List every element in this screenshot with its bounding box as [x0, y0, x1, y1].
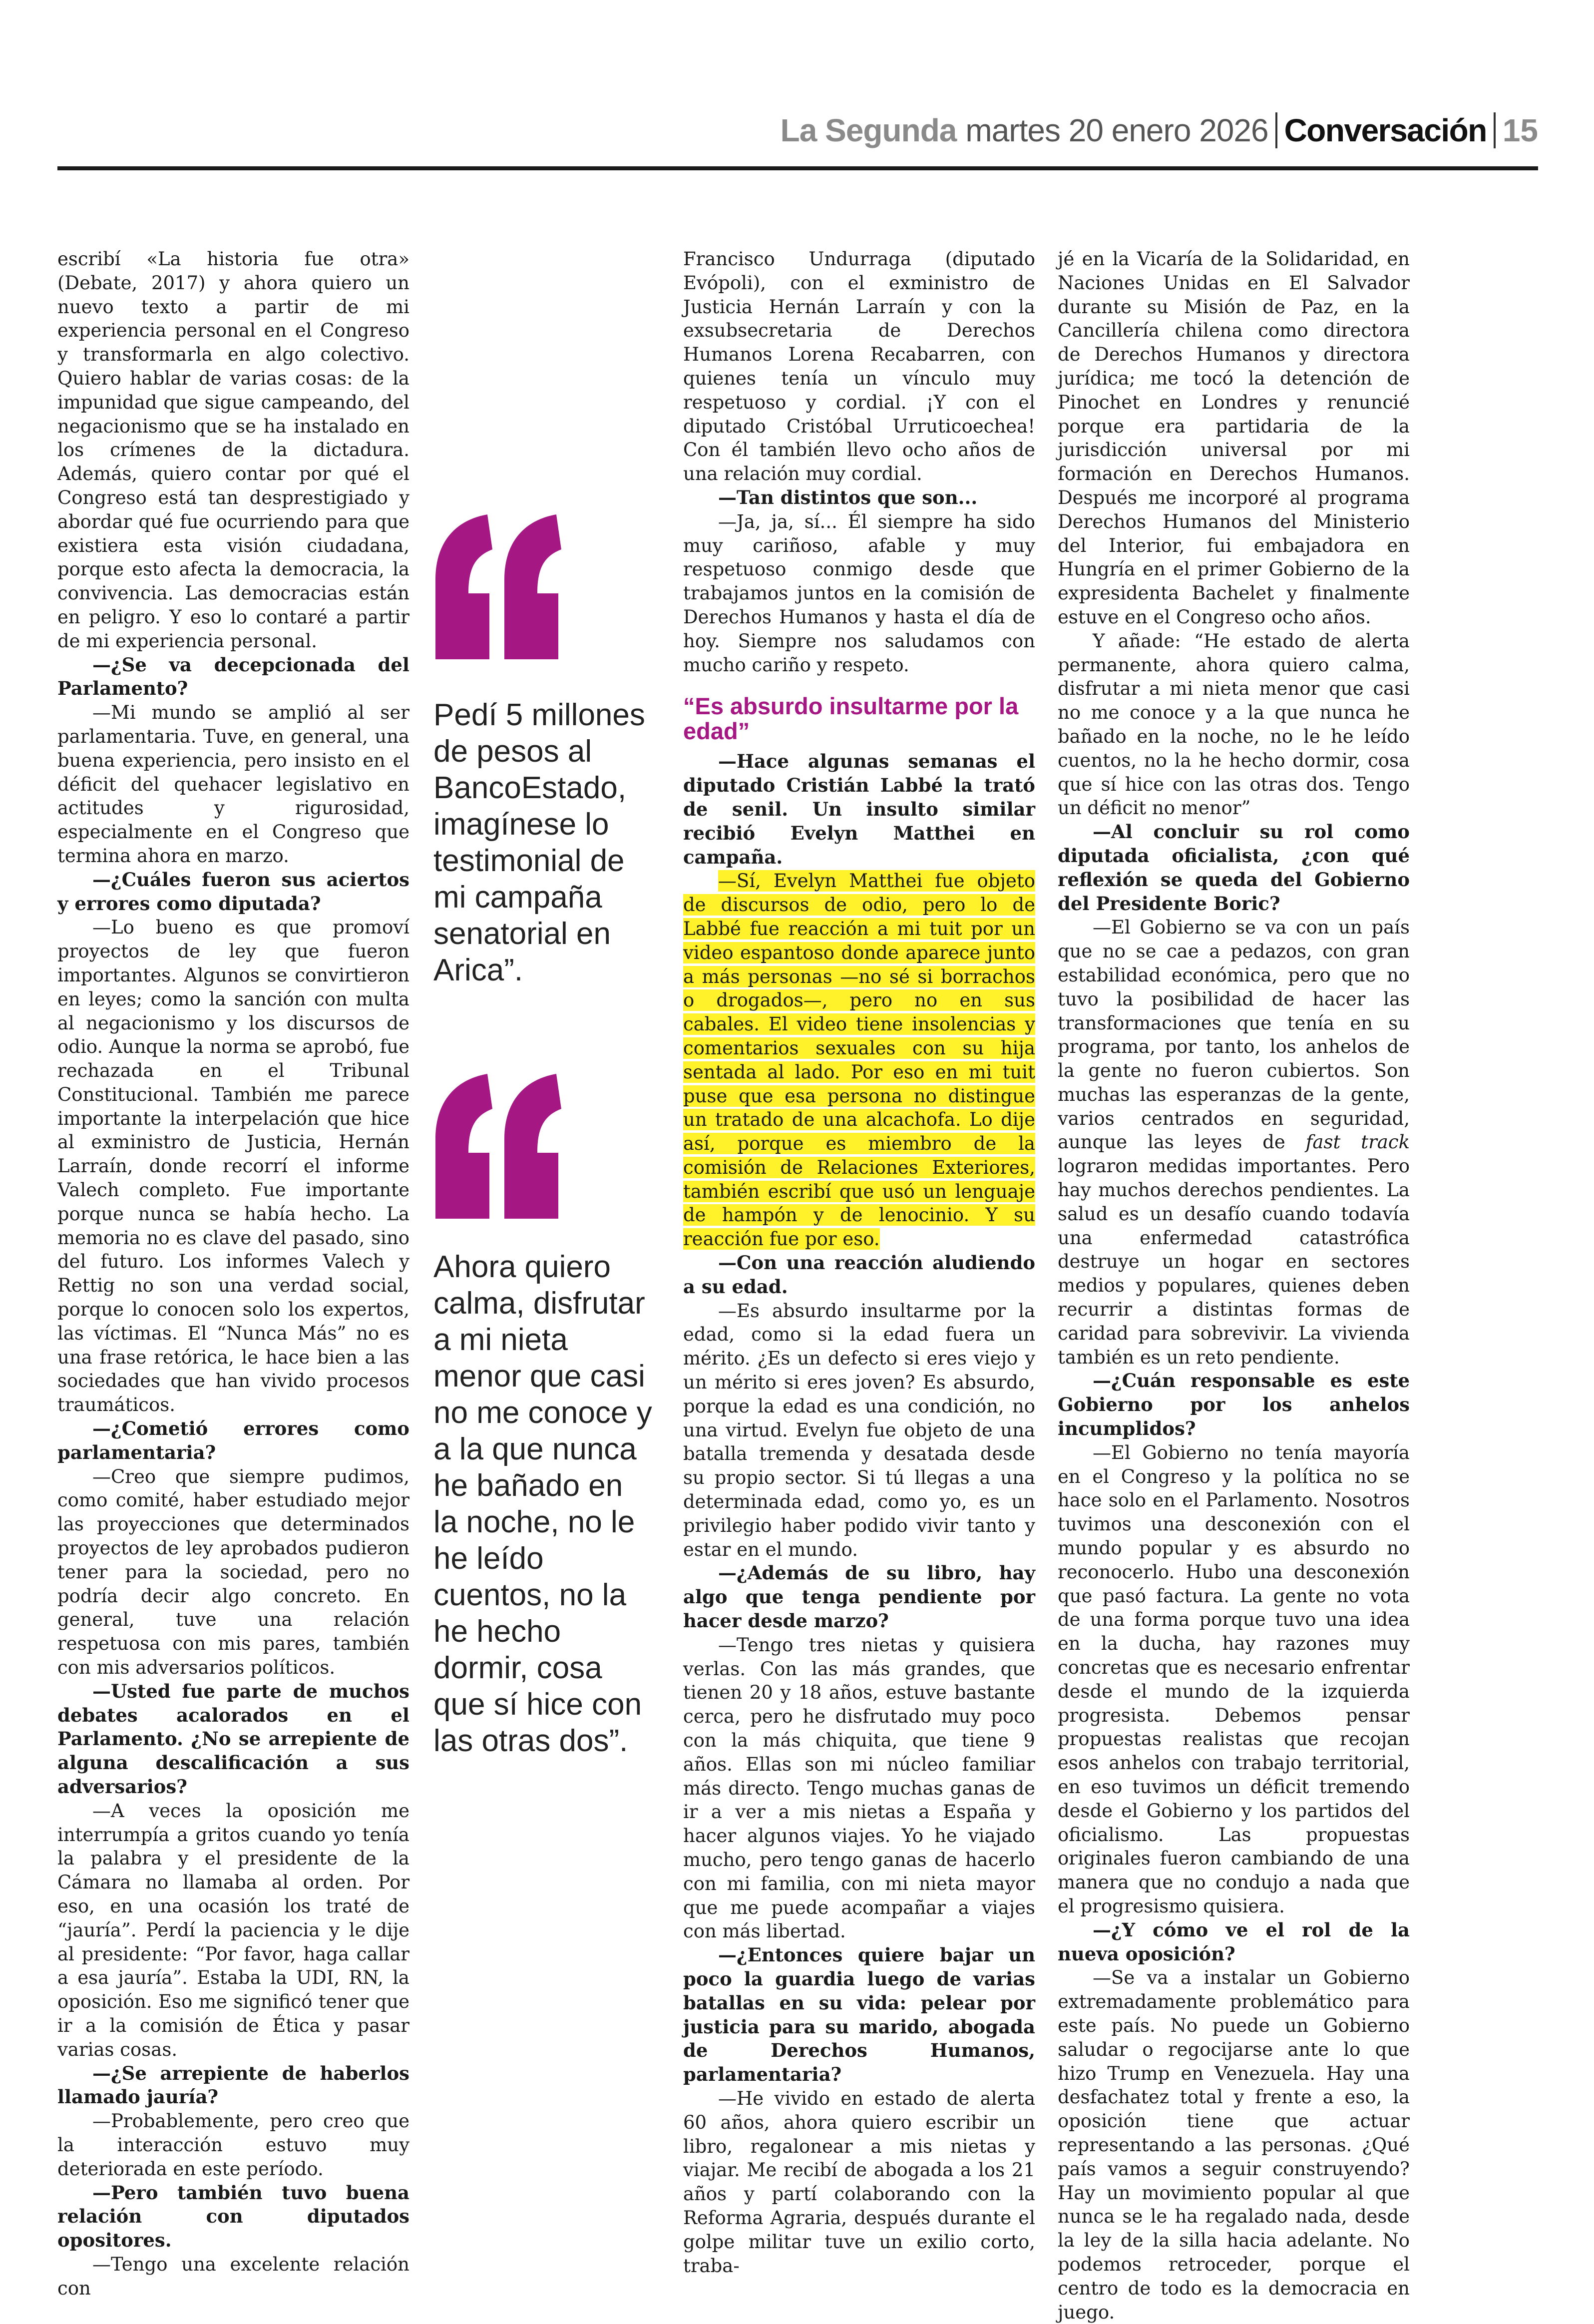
paragraph: Y añade: “He estado de alerta permanente, ahora quiero calma, disfrutar a mi nieta menor que casi no me conoce y a la que nunca he bañado en la noche, no le he leído cuentos, no la he hecho dormir, cosa que sí hice con las otras dos. Tengo un déficit no menor”	[1058, 630, 1410, 819]
interview-answer: —He vivido en estado de alerta 60 años, ahora quiero escribir un libro, regalonear a mis nietas y viajar. Me recibí de abogada a los 21 años y partí colaborando con la Reforma Agraria, después durante el golpe militar tuve un exilio corto, traba-	[683, 2087, 1035, 2277]
header-divider	[1494, 112, 1496, 148]
interview-answer: —Mi mundo se amplió al ser parlamentaria. Tuve, en general, una buena experiencia, pero insisto en el déficit del quehacer legislativo en actitudes y rigurosidad, especialmente en el Congreso que termina ahora en marzo.	[57, 702, 409, 867]
interview-answer: —El Gobierno no tenía mayoría en el Congreso y la política no se hace solo en el Parlamento. Nosotros tuvimos una desconexión con el mundo popular y es absurdo no reconocerlo. Hubo una desconexión que pasó factura. La gente no vota de una forma porque tuvo una idea en la ducha, hay razones muy concretas que es necesario enfrentar desde el mundo de la izquierda progresista. Debemos pensar propuestas realistas que recojan esos anhelos con trabajo territorial, en eso tuvimos un déficit tremendo desde el Gobierno y los partidos del oficialismo. Las propuestas originales fueron cambiando de una manera que no condujo a nada que el progresismo quisiera.	[1058, 1441, 1410, 1917]
answer-text: —El Gobierno se va con un país que no se cae a pedazos, con gran estabilidad económica, pero que no tuvo la posibilidad de hacer las transformaciones que tenía en su programa, por tanto, los anhelos de la gente no fueron cubiertos. Son muchas las esperanzas de la gente, varios centrados en seguridad, aunque las leyes de	[1058, 917, 1410, 1153]
interview-question: —¿Y cómo ve el rol de la nueva oposición?	[1058, 1918, 1410, 1965]
interview-answer: —Creo que siempre pudimos, como comité, haber estudiado mejor las proyecciones que determinados proyectos de ley aprobados pudieron tener para la sociedad, pero no podría decir algo concreto. En general, tuve una relación respetuosa con mis pares, también con mis adversarios políticos.	[57, 1465, 409, 1679]
interview-question: —Al concluir su rol como diputada oficialista, ¿con qué reflexión se queda del Gobierno del Presidente Boric?	[1058, 821, 1410, 915]
pull-quote-text: Pedí 5 millones de pesos al BancoEstado, imagínese lo testimonial de mi campaña senatorial en Arica”.	[433, 698, 645, 987]
publication-name: La Segunda	[780, 112, 957, 148]
paragraph: jé en la Vicaría de la Solidaridad, en Naciones Unidas en El Salvador durante su Misión de Paz, en la Cancillería chilena como directora de Derechos Humanos y directora jurídica; me tocó la detención de Pinochet en Londres y renuncié porque era partidaria de la jurisdicción universal por mi formación en Derechos Humanos. Después me incorporé al programa Derechos Humanos del Ministerio del Interior, fui embajadora en Hungría en el primer Gobierno de la expresidenta Bachelet y finalmente estuve en el Congreso ocho años.	[1058, 248, 1410, 628]
interview-question: —¿Cuáles fueron sus aciertos y errores como diputada?	[57, 868, 409, 915]
interview-answer: —Tengo una excelente relación con	[57, 2253, 409, 2299]
page-number: 15	[1502, 112, 1538, 148]
page-header	[57, 111, 1538, 150]
interview-answer: —Ja, ja, sí... Él siempre ha sido muy cariñoso, afable y muy respetuoso conmigo desde que trabajamos juntos en la comisión de Derechos Humanos y hasta el día de hoy. Siempre nos saludamos con mucho cariño y respeto.	[683, 510, 1035, 676]
highlight-dash: —	[718, 870, 737, 892]
pull-quote-text: Ahora quiero calma, disfrutar a mi nieta menor que casi no me conoce y a la que nunca he bañado en la noche, no le he leído cuentos, no la he hecho dormir, cosa que sí hice con las otras dos”.	[433, 1250, 652, 1758]
interview-answer: —Lo bueno es que promoví proyectos de ley que fueron importantes. Algunos se convirtieron en leyes; como la sanción con multa al negacionismo y los discursos de odio. Aunque la norma se aprobó, fue rechazada en el Tribunal Constitucional. También me parece importante la interpelación que hice al exministro de Justicia, Hernán Larraín, donde recorrí el informe Valech completo. Fue importante porque nunca se había hecho. La memoria no es clave del pasado, sino del futuro. Los informes Valech y Rettig no son una verdad social, porque lo conocen solo los expertos, las víctimas. El “Nunca Más” no es una frase retórica, le hace bien a las sociedades que han vivido procesos traumáticos.	[57, 917, 409, 1416]
interview-answer: —Tengo tres nietas y quisiera verlas. Con las más grandes, que tienen 20 y 18 años, estuve bastante cerca, pero he disfrutado muy poco con la más chiquita, que tiene 9 años. Ellas son mi núcleo familiar más directo. Tengo muchas ganas de ir a ver a mis nietas a España y hacer algunos viajes. Yo he viajado mucho, pero tengo ganas de hacerlo con mi familia, con mi nieta mayor que me puede acompañar a viajes con más libertad.	[683, 1634, 1035, 1942]
interview-question: —Hace algunas semanas el diputado Cristián Labbé la trató de senil. Un insulto similar recibió Evelyn Matthei en campaña.	[683, 750, 1035, 868]
interview-answer: —A veces la oposición me interrumpía a gritos cuando yo tenía la palabra y el presidente de la Cámara no llamaba al orden. Por eso, en una ocasión los traté de “jauría”. Perdí la paciencia y le dije al presidente: “Por favor, haga callar a esa jauría”. Estaba la UDI, RN, la oposición. Eso me significó tener que ir a la comisión de Ética y pasar varias cosas.	[57, 1800, 409, 2060]
quote-mark-icon	[433, 514, 563, 659]
interview-answer-highlighted	[683, 869, 1035, 1251]
article-column-4	[1058, 247, 1410, 2324]
paragraph: escribí «La historia fue otra» (Debate, 2017) y ahora quiero un nuevo texto a partir de mi experiencia personal en el Congreso y transformarla en algo colectivo. Quiero hablar de varias cosas: de la impunidad que sigue campeando, del negacionismo que se ha instalado en los crímenes de la dictadura. Además, quiero contar por qué el Congreso está tan desprestigiado y abordar qué fue ocurriendo para que existiera esta visión ciudadana, porque esto afecta la democracia, la convivencia. Las democracias están en peligro. Y eso lo contaré a partir de mi experiencia personal.	[57, 248, 409, 652]
interview-question: —¿Entonces quiere bajar un poco la guardia luego de varias batallas en su vida: pelear por justicia para su marido, abogada de Derechos Humanos, parlamentaria?	[683, 1944, 1035, 2086]
interview-question: —Pero también tuvo buena relación con diputados opositores.	[57, 2181, 409, 2252]
answer-emphasis: fast track	[1305, 1131, 1410, 1153]
interview-question: —Tan distintos que son...	[718, 486, 978, 508]
header-divider	[1275, 112, 1277, 148]
header-rule	[57, 166, 1538, 170]
interview-question: —Con una reacción aludiendo a su edad.	[683, 1252, 1035, 1298]
interview-answer: —Probablemente, pero creo que la interacción estuvo muy deteriorada en este período.	[57, 2110, 409, 2180]
answer-text: lograron medidas importantes. Pero hay muchos derechos pendientes. La salud es un desafío cuando todavía una enfermedad catastrófica destruye un hogar en sectores medios y populares, quienes deben recurrir a distintas formas de caridad para sobrevivir. La vivienda también es un reto pendiente.	[1058, 1155, 1410, 1368]
section-subhead: “Es absurdo insultarme por la edad”	[683, 693, 1019, 745]
interview-answer: —Se va a instalar un Gobierno extremadamente problemático para este país. No puede un Gobierno saludar o regocijarse ante lo que hizo Trump en Venezuela. Hay una desfachatez total y frente a eso, la oposición tiene que actuar representando a las personas. ¿Qué país vamos a seguir construyendo? Hay un movimiento popular al que nunca se le ha regalado nada, desde la ley de la silla hacia adelante. No podemos retroceder, porque el centro de todo es la democracia en juego.	[1058, 1967, 1410, 2323]
section-title: Conversación	[1284, 112, 1487, 148]
interview-question: —Usted fue parte de muchos debates acalorados en el Parlamento. ¿No se arrepiente de alguna descalificación a sus adversarios?	[57, 1680, 409, 1798]
article-column-3	[683, 247, 1035, 2278]
interview-question: —¿Además de su libro, hay algo que tenga pendiente por hacer desde marzo?	[683, 1562, 1035, 1632]
interview-answer: —Es absurdo insultarme por la edad, como si la edad fuera un mérito. ¿Es un defecto si eres viejo y un mérito si eres joven? Es absurdo, porque la edad es una condición, no una virtud. Evelyn fue objeto de una batalla tremenda y desatada desde su propio sector. Si tú llegas a una determinada edad, como yo, es un privilegio haber podido vivir tanto y estar en el mundo.	[683, 1300, 1035, 1560]
header-right	[781, 111, 1538, 150]
interview-answer	[1058, 916, 1410, 1369]
paragraph: Francisco Undurraga (diputado Evópoli), con el exministro de Justicia Hernán Larraín y con la exsubsecretaria de Derechos Humanos Lorena Recabarren, con quienes tenía un vínculo muy respetuoso y cordial. ¡Y con el diputado Cristóbal Urruticoechea! Con él también llevo ocho años de una relación muy cordial.	[683, 248, 1035, 485]
interview-question: —¿Se va decepcionada del Parlamento?	[57, 653, 409, 700]
article-column-1	[57, 247, 409, 2301]
interview-question: —¿Cuán responsable es este Gobierno por los anhelos incumplidos?	[1058, 1370, 1410, 1440]
highlighted-text: Sí, Evelyn Matthei fue objeto de discursos de odio, pero lo de Labbé fue reacción a mi tuit por un video espantoso donde aparece junto a más personas —no sé si borrachos o drogados—, pero no en sus cabales. El video tiene insolencias y comentarios sexuales con su hija sentada al lado. Por eso en mi tuit puse que esa persona no distingue un tratado de una alcachofa. Lo dije así, porque es miembro de la comisión de Relaciones Exteriores, también escribí que usó un lenguaje de hampón y de lenocinio. Y su reacción fue por eso.	[683, 870, 1035, 1250]
interview-question: —¿Se arrepiente de haberlos llamado jauría?	[57, 2062, 409, 2108]
publication-date: martes 20 enero 2026	[965, 112, 1268, 148]
quote-mark-icon	[433, 1074, 563, 1219]
interview-question: —¿Cometió errores como parlamentaria?	[57, 1417, 409, 1463]
